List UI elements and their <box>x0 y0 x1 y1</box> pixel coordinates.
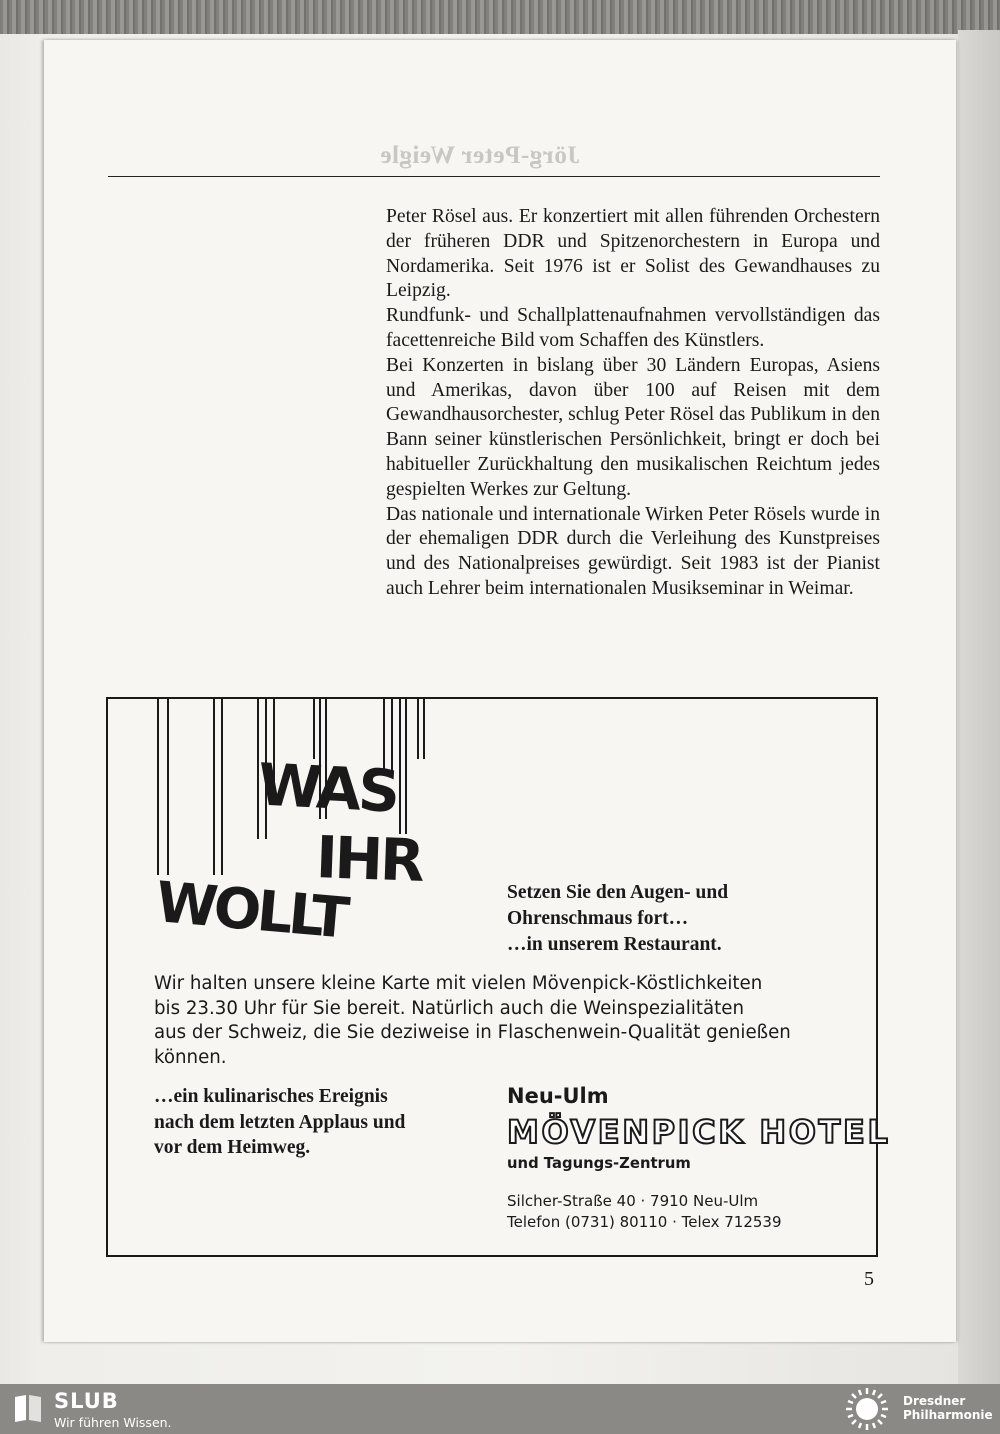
closing-line: …ein kulinarisches Ereignis <box>154 1086 388 1107</box>
ad-text-line: aus der Schweiz, die Sie deziweise in Flaschenwein-Qualität genießen <box>154 1022 791 1044</box>
hotel-phone: Telefon (0731) 80110 · Telex 712539 <box>507 1213 782 1231</box>
tagline-line: Ohrenschmaus fort… <box>507 908 689 929</box>
hotel-address: Silcher-Straße 40 · 7910 Neu-Ulm <box>507 1192 759 1210</box>
ad-closing-slogan <box>154 1084 405 1161</box>
was-ihr-wollt-logo <box>148 699 448 969</box>
closing-line: nach dem letzten Applaus und <box>154 1111 406 1133</box>
partner-line: Dresdner <box>903 1394 966 1408</box>
article-paragraph: Rundfunk- und Schallplattenaufnahmen vervollständigen das facettenreiche Bild vom Schaffen des Künstlers. <box>386 305 880 351</box>
article-paragraph: Bei Konzerten in bislang über 30 Ländern Europas, Asiens und Amerikas, davon über 100 auf Reisen mit dem Gewandhausorchester, schlug Peter Rösel das Publikum in den Bann seiner künstlerischen Persönlichkeit, bringt er doch bei habitueller Zurückhaltung den musikalischen Reichtum jedes gespielten Werkes zur Geltung. <box>386 354 880 500</box>
logo-word-was: WAS <box>256 750 399 826</box>
logo-word-ihr: IHR <box>314 823 423 895</box>
dresdner-philharmonie-label <box>903 1394 993 1422</box>
slub-book-icon <box>12 1392 44 1424</box>
article-paragraph: Peter Rösel aus. Er konzertiert mit allen führenden Orchestern der früheren DDR und Spitzenorchestern in Europa und Nordamerika. Seit 1976 ist er Solist des Gewandhauses zu Leipzig. <box>386 206 880 302</box>
ad-text-line: bis 23.30 Uhr für Sie bereit. Natürlich auch die Weinspezialitäten <box>154 997 745 1019</box>
page-title-showthrough: Jörg-Peter Weigle <box>380 142 580 169</box>
tagline-line: Setzen Sie den Augen- und <box>507 882 729 903</box>
restaurant-advertisement <box>106 697 891 1257</box>
slub-brand: SLUB <box>54 1389 119 1413</box>
slub-tagline: Wir führen Wissen. <box>54 1415 172 1430</box>
closing-line: vor dem Heimweg. <box>154 1137 311 1158</box>
ad-text-line: Wir halten unsere kleine Karte mit vielen Mövenpick-Köstlichkeiten <box>154 973 763 994</box>
article-text <box>386 205 880 602</box>
ad-text-line: können. <box>154 1046 227 1068</box>
ad-tagline <box>507 880 728 958</box>
hotel-subtitle: und Tagungs-Zentrum <box>507 1155 691 1172</box>
header-rule <box>108 176 880 177</box>
ad-description <box>154 972 854 1070</box>
dresdner-philharmonie-sun-icon <box>842 1386 892 1432</box>
hotel-city: Neu-Ulm <box>507 1084 609 1108</box>
tagline-line: …in unserem Restaurant. <box>507 934 722 955</box>
hotel-contact <box>507 1191 782 1233</box>
hotel-name-logo: MÖVENPICK HOTEL <box>507 1113 891 1151</box>
article-paragraph: Das nationale und internationale Wirken Peter Rösels wurde in der ehemaligen DDR durch die Verleihung des Kunstpreises und des Nationalpreises gewürdigt. Seit 1983 ist der Pianist auch Lehrer beim internationalen Musikseminar in Weimar. <box>386 503 880 599</box>
scan-top-edge <box>0 0 1000 34</box>
page-number: 5 <box>864 1268 874 1290</box>
logo-word-wollt: WOLLT <box>153 870 349 952</box>
footer-bar <box>0 1384 1000 1434</box>
scan-right-edge <box>958 30 1000 1384</box>
partner-line: Philharmonie <box>903 1408 993 1422</box>
